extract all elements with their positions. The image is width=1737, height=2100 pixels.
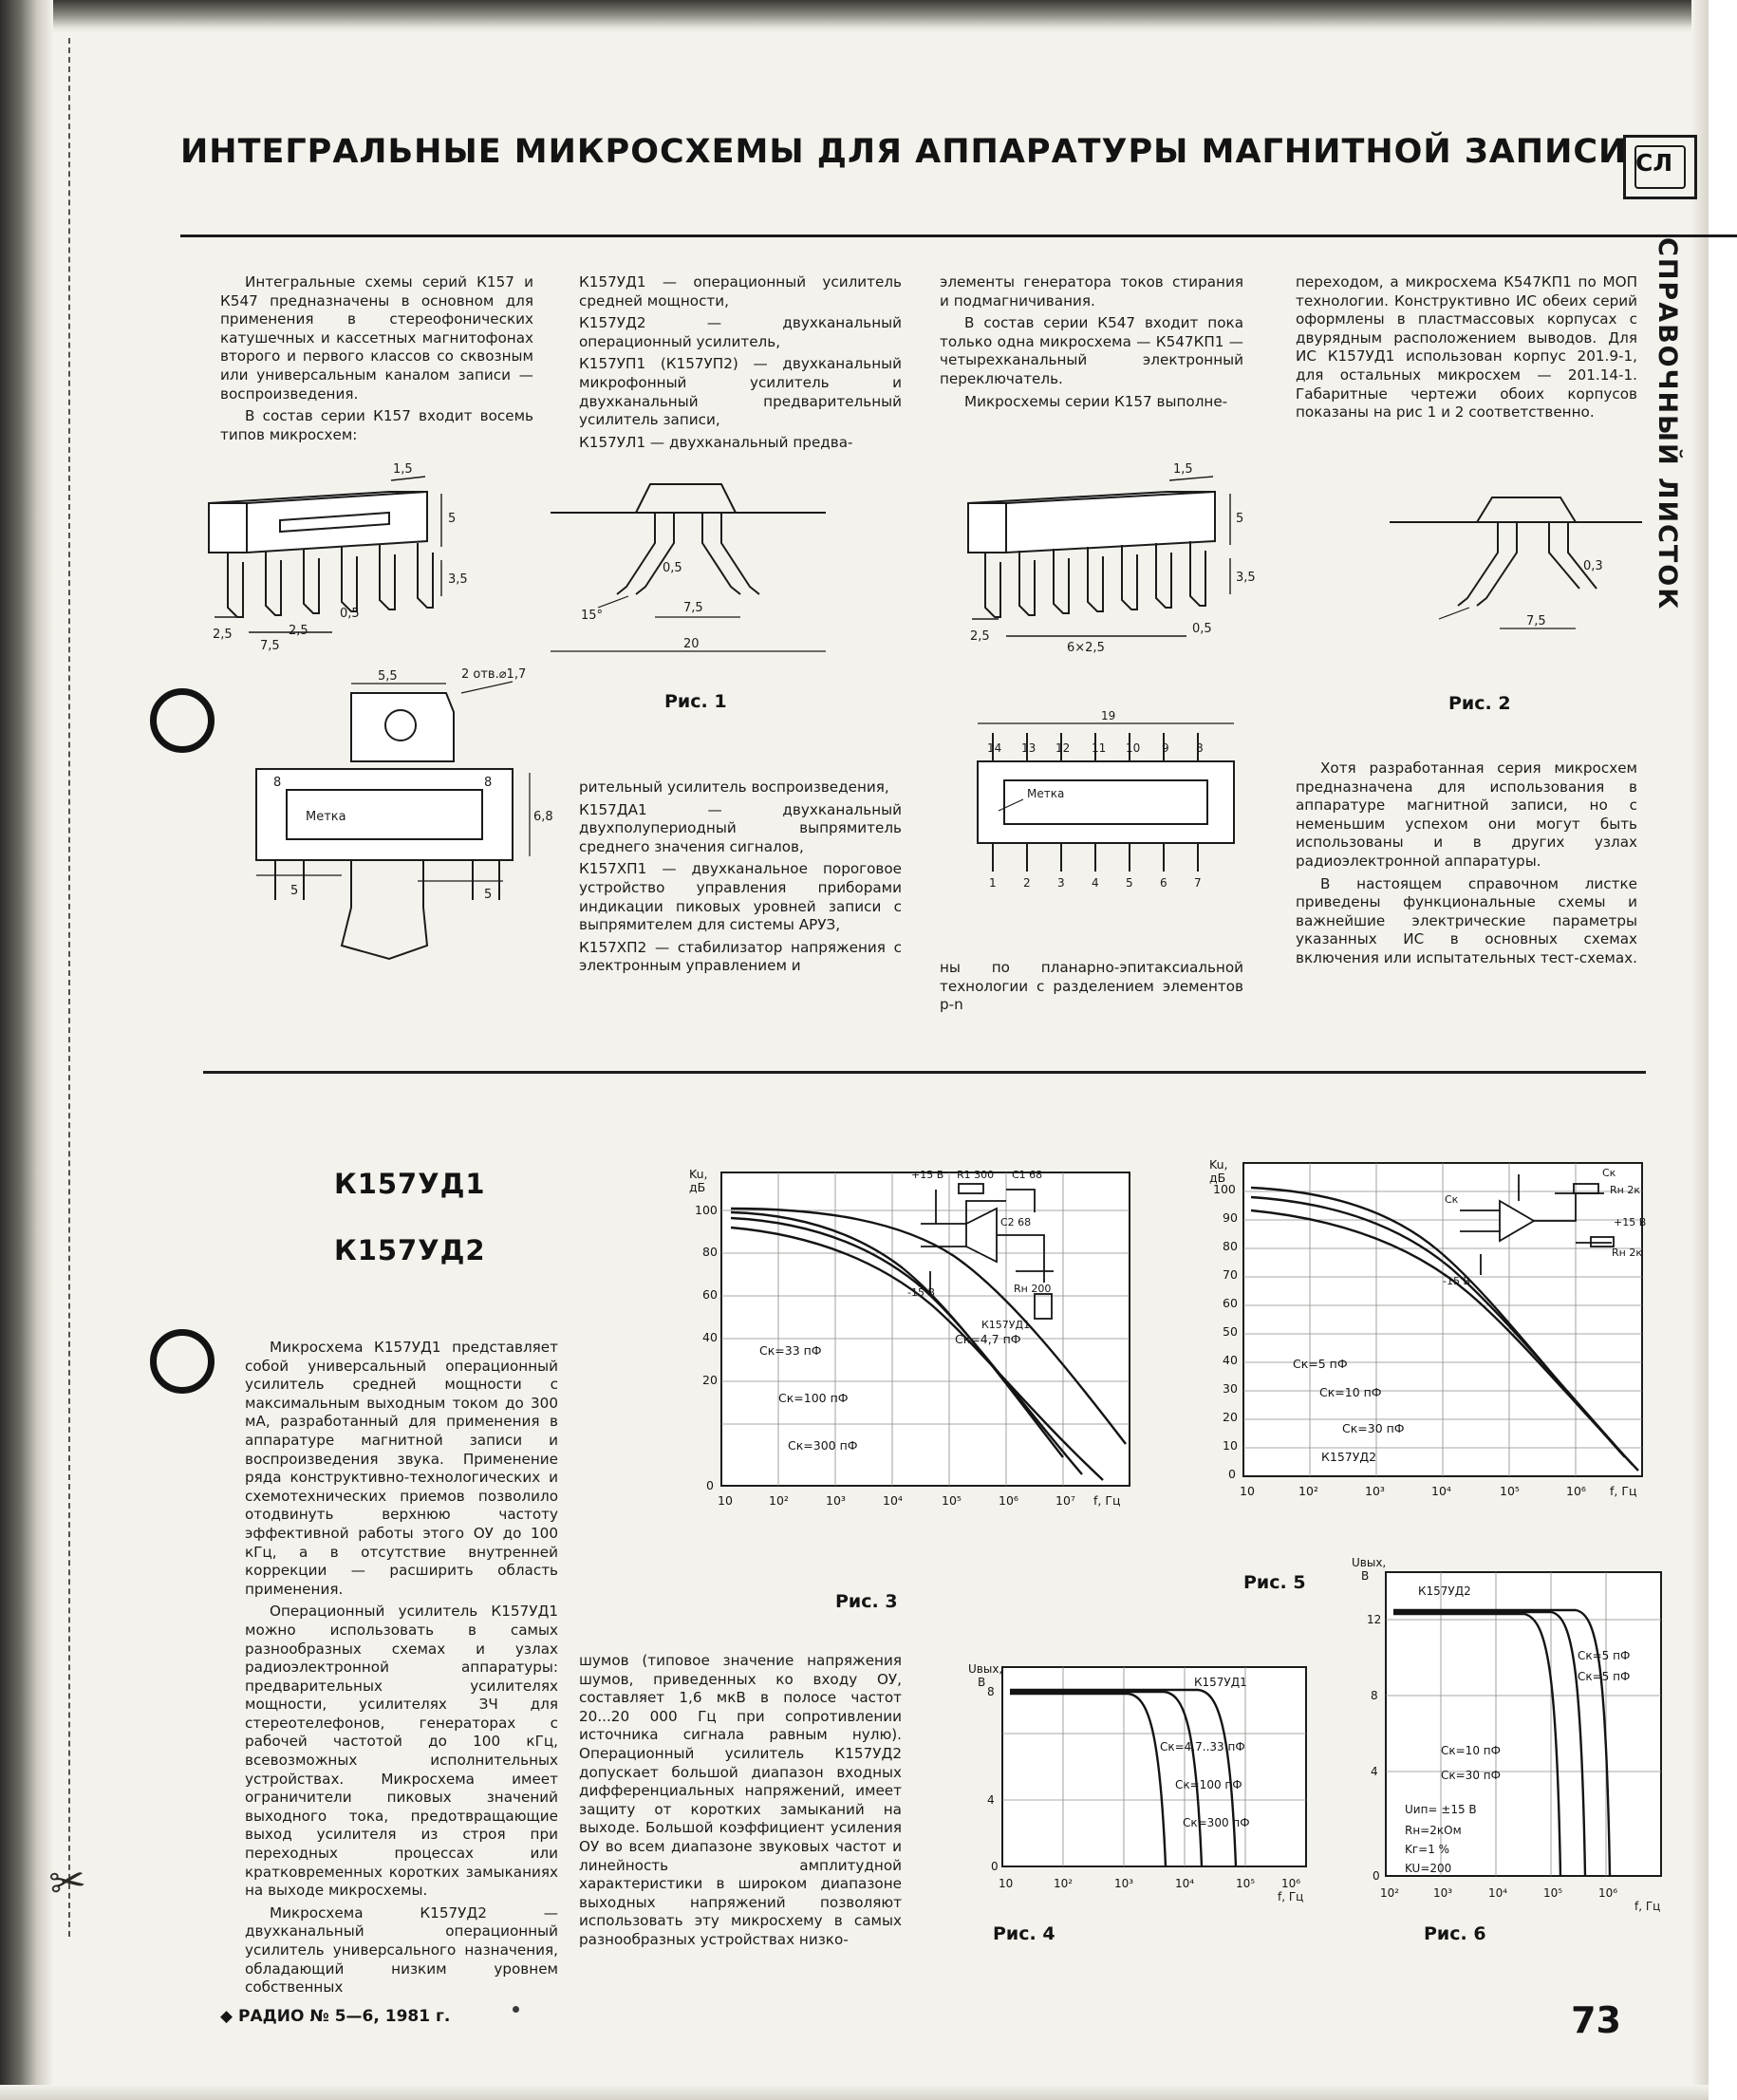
paragraph: В состав серии К157 входит восемь типов микросхем: (220, 407, 533, 443)
svg-text:2,5: 2,5 (289, 624, 308, 638)
svg-text:Cк: Cк (1445, 1193, 1459, 1206)
svg-text:Cк=10 пФ: Cк=10 пФ (1319, 1385, 1382, 1399)
svg-text:К157УД1: К157УД1 (1194, 1676, 1247, 1689)
chip-heading-k157ud2: К157УД2 (334, 1234, 486, 1266)
svg-text:30: 30 (1223, 1381, 1238, 1396)
text-column-4 (1296, 273, 1637, 426)
section-divider (203, 1071, 1646, 1074)
svg-text:10³: 10³ (1433, 1886, 1453, 1900)
figure-1-lead-bend (541, 475, 835, 679)
svg-text:Uип= ±15 В: Uип= ±15 В (1405, 1803, 1477, 1816)
footer-issue: ◆ РАДИО № 5—6, 1981 г. (220, 2007, 451, 2026)
svg-text:Ku,: Ku, (1209, 1157, 1228, 1172)
svg-text:10: 10 (718, 1493, 733, 1508)
svg-text:дБ: дБ (1209, 1171, 1226, 1185)
svg-text:Cк=30 пФ: Cк=30 пФ (1441, 1769, 1501, 1782)
paragraph: К157УЛ1 — двухканальный предва- (579, 433, 853, 451)
svg-text:6: 6 (1160, 876, 1167, 890)
text-column-mid-lower (579, 1652, 902, 1954)
svg-text:100: 100 (695, 1203, 718, 1217)
paragraph: В настоящем справочном листке приведены функциональные схемы и важнейшие электрические параметры указанных ИС в основных схемах включения или испытательных тест-схемах. (1296, 874, 1637, 966)
cut-dashed-line (68, 38, 70, 1937)
text-column-3 (940, 273, 1243, 415)
svg-text:8: 8 (987, 1685, 995, 1698)
figure-dip-top-view (949, 709, 1272, 918)
figure-2-lead-bend (1386, 494, 1652, 679)
svg-text:Cк=300 пФ: Cк=300 пФ (1183, 1816, 1250, 1829)
side-vertical-label-text: СПРАВОЧНЫЙ ЛИСТОК (1653, 237, 1682, 611)
paragraph: Микросхема К157УД2 — двухканальный операционный усилитель универсального назначения, обладающий низким уровнем собственных (245, 1903, 558, 1997)
svg-text:Cк=4,7 пФ: Cк=4,7 пФ (955, 1332, 1021, 1346)
svg-text:8: 8 (484, 776, 493, 790)
paragraph: К157ХП2 — стабилизатор напряжения с электронным управлением и (579, 938, 902, 975)
svg-text:f, Гц: f, Гц (1634, 1900, 1661, 1913)
svg-text:10⁴: 10⁴ (1431, 1484, 1451, 1498)
svg-text:10: 10 (1223, 1438, 1238, 1453)
svg-text:4: 4 (1371, 1765, 1378, 1778)
svg-text:C1 68: C1 68 (1012, 1169, 1043, 1181)
svg-text:15°: 15° (581, 609, 604, 623)
svg-text:10³: 10³ (1114, 1877, 1134, 1890)
svg-text:7,5: 7,5 (683, 601, 703, 615)
svg-text:11: 11 (1092, 741, 1107, 755)
svg-text:0: 0 (1373, 1869, 1380, 1883)
figure-4-graph (959, 1652, 1319, 1922)
svg-text:10⁵: 10⁵ (1236, 1877, 1256, 1890)
svg-text:Cк=5 пФ: Cк=5 пФ (1293, 1357, 1348, 1371)
svg-text:0,3: 0,3 (1583, 559, 1603, 573)
svg-text:10: 10 (1126, 741, 1141, 755)
paragraph: переходом, а микросхема К547КП1 по МОП технологии. Конструктивно ИС обеих серий оформлены в пластмассовых корпусах с двурядным расположением выводов. Для ИС К157УД1 использован корпус 201.9-1, для остальных микросхем — 201.14-1. Габаритные чертежи обоих корпусов показаны на рис 1 и 2 соответственно. (1296, 273, 1637, 422)
svg-text:К157УД2: К157УД2 (1321, 1450, 1377, 1464)
svg-text:40: 40 (1223, 1353, 1238, 1367)
figure-3-graph (664, 1153, 1177, 1538)
svg-text:10⁶: 10⁶ (1281, 1877, 1301, 1890)
svg-text:2,5: 2,5 (970, 629, 990, 644)
svg-text:10⁴: 10⁴ (1175, 1877, 1195, 1890)
svg-text:14: 14 (987, 741, 1002, 755)
text-column-4-continued (1296, 759, 1637, 972)
svg-text:Cк=300 пФ: Cк=300 пФ (788, 1438, 858, 1453)
svg-text:5: 5 (484, 888, 493, 902)
svg-text:К157УД2: К157УД2 (1418, 1584, 1471, 1598)
svg-text:5: 5 (290, 884, 299, 898)
svg-text:Ku,: Ku, (689, 1167, 708, 1181)
paragraph: Микросхема К157УД1 представляет собой универсальный операционный усилитель средней мощности с максимальным выходным током до 300 мА, разработанный для применения в аппаратуре магнитной записи и воспроизведения звука. Применение ряда конструктивно-технологических и схемотехнических приемов позволило отодвинуть верхнюю частоту эффективной работы этого ОУ до 100 кГц, а в отсутствие внутренней коррекции — расширить область применения. (245, 1339, 558, 1598)
figure-dip14-side-view (949, 462, 1272, 669)
svg-text:KU=200: KU=200 (1405, 1862, 1452, 1875)
svg-text:Cк=100 пФ: Cк=100 пФ (778, 1391, 849, 1405)
svg-text:8: 8 (1196, 741, 1204, 755)
svg-text:10⁵: 10⁵ (1543, 1886, 1563, 1900)
text-column-3-continued (940, 959, 1243, 1019)
scan-edge-left (0, 0, 53, 2100)
svg-text:+15 В: +15 В (911, 1169, 944, 1181)
svg-text:10²: 10² (1380, 1886, 1400, 1900)
svg-text:2 отв.⌀1,7: 2 отв.⌀1,7 (461, 667, 527, 682)
svg-text:R1 300: R1 300 (957, 1169, 995, 1181)
page-number: 73 (1571, 1999, 1621, 2041)
svg-text:10²: 10² (1054, 1877, 1074, 1890)
svg-text:70: 70 (1223, 1267, 1238, 1282)
svg-text:дБ: дБ (689, 1180, 706, 1194)
figure-6-graph (1338, 1553, 1680, 1938)
figure-case-top-view (199, 667, 560, 1011)
svg-text:f, Гц: f, Гц (1093, 1493, 1121, 1508)
svg-text:Метка: Метка (306, 810, 346, 824)
svg-text:8: 8 (1371, 1689, 1378, 1702)
chip-heading-k157ud1: К157УД1 (334, 1168, 486, 1200)
paragraph: шумов (типовое значение напряжения шумов, приведенных ко входу ОУ, составляет 1,6 мкВ в полосе частот 20...20 000 Гц при сопротивлении источника сигнала равным нулю). Операционный усилитель К157УД2 допускает большой диапазон входных дифференциальных напряжений, имеет защиту от коротких замыканий на выходе. Большой коэффициент усиления ОУ во всем диапазоне звуковых частот и линейность амплитудной характеристики в широком диапазоне выходных напряжений позволяют использовать эту микросхему в самых разнообразных устройствах низко- (579, 1652, 902, 1948)
svg-text:Uвых,: Uвых, (968, 1662, 1003, 1676)
svg-text:+15 В: +15 В (1614, 1216, 1647, 1228)
reference-sheet-logo (1623, 135, 1697, 199)
svg-text:Cк=30 пФ: Cк=30 пФ (1342, 1421, 1405, 1435)
svg-text:6,8: 6,8 (533, 810, 553, 824)
svg-text:5: 5 (1236, 512, 1244, 526)
paragraph: элементы генератора токов стирания и подмагничивания. (940, 273, 1243, 309)
svg-text:20: 20 (702, 1373, 718, 1387)
svg-text:Rн 200: Rн 200 (1014, 1283, 1052, 1295)
svg-text:19: 19 (1101, 709, 1116, 722)
svg-text:0,5: 0,5 (340, 607, 360, 621)
svg-text:Cк=4,7..33 пФ: Cк=4,7..33 пФ (1160, 1740, 1245, 1753)
paragraph: К157ДА1 — двухканальный двухполупериодный выпрямитель среднего значения сигналов, (579, 800, 902, 855)
svg-text:Cк=5 пФ: Cк=5 пФ (1578, 1670, 1631, 1683)
svg-text:В: В (1361, 1569, 1370, 1583)
svg-text:2: 2 (1023, 876, 1031, 890)
text-column-2 (579, 273, 902, 456)
svg-text:5: 5 (1126, 876, 1133, 890)
svg-text:Rн 2к: Rн 2к (1610, 1184, 1640, 1196)
svg-text:Метка: Метка (1027, 787, 1065, 800)
svg-text:10³: 10³ (826, 1493, 846, 1508)
paragraph: Хотя разработанная серия микросхем предназначена для использования в аппаратуре магнитной записи, но с неменьшим успехом они могут быть использованы и в других узлах радиоэлектронной аппаратуры. (1296, 759, 1637, 870)
svg-text:9: 9 (1162, 741, 1169, 755)
svg-text:Rн=2кОм: Rн=2кОм (1405, 1824, 1462, 1837)
svg-text:90: 90 (1223, 1210, 1238, 1225)
svg-text:Cк: Cк (1602, 1167, 1616, 1179)
svg-text:4: 4 (1092, 876, 1099, 890)
paragraph: К157ХП1 — двухканальное пороговое устройство управления приборами индикации пиковых уровней записи с выпрямителем для системы АРУЗ, (579, 860, 902, 934)
paragraph: Операционный усилитель К157УД1 можно использовать в самых разнообразных схемах и узлах радиоэлектронной аппаратуры: предварительных усилителях мощности, усилителях ЗЧ для стереотелефонов, генераторах с рабочей частотой до 100 кГц, всевозможных исполнительных устройствах. Микросхема имеет ограничители пиковых значений выходного тока, предотвращающие выход усилителя из строя при переходных процессах или кратковременных коротких замыканиях на выходе микросхемы. (245, 1603, 558, 1900)
svg-text:12: 12 (1055, 741, 1071, 755)
svg-text:10⁵: 10⁵ (1500, 1484, 1520, 1498)
svg-text:10⁷: 10⁷ (1055, 1493, 1075, 1508)
figure-5-caption: Рис. 5 (1243, 1572, 1306, 1593)
svg-text:2,5: 2,5 (213, 628, 233, 642)
scan-edge-bottom (0, 2085, 1709, 2100)
svg-text:0: 0 (991, 1860, 999, 1873)
svg-text:60: 60 (702, 1287, 718, 1302)
svg-text:10: 10 (999, 1877, 1014, 1890)
svg-text:10⁶: 10⁶ (999, 1493, 1018, 1508)
svg-text:4: 4 (987, 1793, 995, 1807)
svg-text:20: 20 (683, 637, 700, 651)
svg-text:3,5: 3,5 (1236, 571, 1256, 585)
svg-text:0,5: 0,5 (1192, 622, 1212, 636)
svg-text:-15 В: -15 В (907, 1286, 936, 1299)
svg-text:10²: 10² (1298, 1484, 1318, 1498)
svg-text:50: 50 (1223, 1324, 1238, 1339)
svg-text:Cк=100 пФ: Cк=100 пФ (1175, 1778, 1242, 1791)
figure-package-side-view (190, 462, 570, 669)
svg-text:10: 10 (1240, 1484, 1255, 1498)
paragraph: Интегральные схемы серий К157 и К547 предназначены в основном для применения в стереофонических катушечных и кассетных магнитофонах второго и первого классов со сквозным или универсальным каналом записи — воспроизведения. (220, 273, 533, 403)
svg-text:10³: 10³ (1365, 1484, 1385, 1498)
scissors-icon: ✂ (46, 1854, 89, 1909)
svg-text:Cк=10 пФ: Cк=10 пФ (1441, 1744, 1501, 1757)
paragraph: ны по планарно-эпитаксиальной технологии с разделением элементов p-n (940, 959, 1243, 1014)
svg-text:C2 68: C2 68 (1000, 1216, 1032, 1228)
svg-text:10⁵: 10⁵ (942, 1493, 962, 1508)
svg-text:Cк=5 пФ: Cк=5 пФ (1578, 1649, 1631, 1662)
svg-text:40: 40 (702, 1330, 718, 1344)
svg-text:7,5: 7,5 (260, 639, 280, 653)
svg-text:5: 5 (448, 512, 457, 526)
svg-text:7,5: 7,5 (1526, 614, 1546, 628)
paragraph: К157УД1 — операционный усилитель средней мощности, (579, 273, 902, 309)
svg-text:80: 80 (1223, 1239, 1238, 1253)
svg-text:Kг=1 %: Kг=1 % (1405, 1843, 1450, 1856)
figure-6-caption: Рис. 6 (1424, 1923, 1486, 1944)
svg-text:6×2,5: 6×2,5 (1067, 641, 1105, 655)
scan-edge-top (0, 0, 1709, 32)
svg-text:60: 60 (1223, 1296, 1238, 1310)
paragraph: Микросхемы серии К157 выполне- (964, 392, 1228, 410)
svg-text:1,5: 1,5 (1173, 462, 1193, 477)
svg-text:Rн 2к: Rн 2к (1612, 1247, 1642, 1259)
svg-text:10⁴: 10⁴ (883, 1493, 903, 1508)
figure-1-caption: Рис. 1 (664, 691, 727, 712)
svg-text:10⁶: 10⁶ (1566, 1484, 1586, 1498)
svg-text:3: 3 (1057, 876, 1065, 890)
figure-3-caption: Рис. 3 (835, 1591, 898, 1612)
svg-text:0,5: 0,5 (663, 561, 682, 575)
svg-text:0: 0 (706, 1478, 714, 1492)
text-column-left-lower (245, 1339, 558, 2001)
svg-text:10⁴: 10⁴ (1488, 1886, 1508, 1900)
svg-text:К157УД1: К157УД1 (981, 1319, 1031, 1331)
svg-text:12: 12 (1367, 1613, 1382, 1626)
svg-text:f, Гц: f, Гц (1278, 1890, 1304, 1903)
page-title: ИНТЕГРАЛЬНЫЕ МИКРОСХЕМЫ ДЛЯ АППАРАТУРЫ МАГНИТНОЙ ЗАПИСИ (180, 133, 1628, 171)
text-column-1 (220, 273, 533, 448)
punch-hole-mark (150, 1329, 215, 1394)
paragraph: рительный усилитель воспроизведения, (579, 778, 889, 796)
figure-2-caption: Рис. 2 (1448, 693, 1511, 714)
paragraph: В состав серии К547 входит пока только одна микросхема — К547КП1 — четырехканальный электронный переключатель. (940, 314, 1243, 387)
svg-text:8: 8 (273, 776, 282, 790)
svg-text:Uвых,: Uвых, (1352, 1556, 1387, 1569)
svg-text:-15 В: -15 В (1443, 1275, 1471, 1287)
paragraph: К157УП1 (К157УП2) — двухканальный микрофонный усилитель и двухканальный предварительный усилитель записи, (579, 355, 902, 429)
logo-label: СЛ (1635, 149, 1673, 177)
svg-text:В: В (978, 1676, 986, 1689)
svg-text:13: 13 (1021, 741, 1037, 755)
svg-text:7: 7 (1194, 876, 1202, 890)
svg-text:1: 1 (989, 876, 997, 890)
text-column-2-continued (579, 778, 902, 980)
svg-text:10⁶: 10⁶ (1598, 1886, 1618, 1900)
title-divider (180, 234, 1737, 237)
svg-text:100: 100 (1213, 1182, 1236, 1196)
svg-text:5,5: 5,5 (378, 669, 398, 684)
svg-text:Cк=33 пФ: Cк=33 пФ (759, 1343, 822, 1358)
svg-text:1,5: 1,5 (393, 462, 413, 477)
ink-speck (513, 2006, 519, 2013)
svg-text:3,5: 3,5 (448, 572, 468, 587)
svg-text:0: 0 (1228, 1467, 1236, 1481)
svg-text:f, Гц: f, Гц (1610, 1484, 1637, 1498)
figure-4-caption: Рис. 4 (993, 1923, 1055, 1944)
svg-text:80: 80 (702, 1245, 718, 1259)
svg-text:10²: 10² (769, 1493, 789, 1508)
paragraph: К157УД2 — двухканальный операционный усилитель, (579, 314, 902, 350)
svg-text:20: 20 (1223, 1410, 1238, 1424)
figure-5-graph (1186, 1144, 1680, 1528)
